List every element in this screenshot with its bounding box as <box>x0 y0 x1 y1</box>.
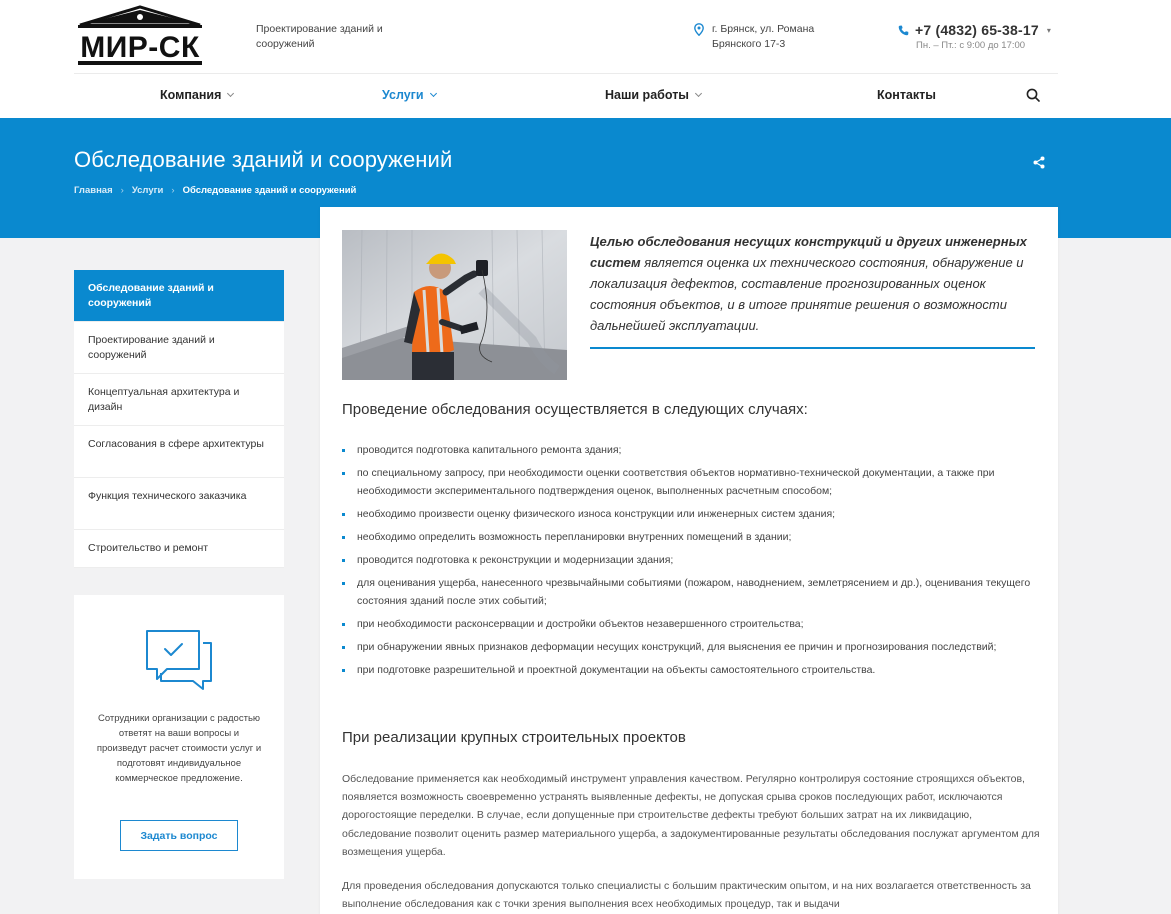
nav-item-services[interactable] <box>382 88 436 102</box>
breadcrumb-home[interactable]: Главная <box>74 185 113 196</box>
list-item: при необходимости расконсервации и достройки объектов незавершенного строительства; <box>342 615 1042 633</box>
list-item: по специальному запросу, при необходимости оценки соответствия объектов нормативно-технической документации, а также при необходимости экспериментального подтверждения оценок, выполненных расчетным способом; <box>342 464 1042 500</box>
ask-question-widget <box>74 595 284 879</box>
nav-item-contacts[interactable] <box>877 88 936 102</box>
ask-description: Сотрудники организации с радостью ответят на ваши вопросы и произведут расчет стоимости услуг и подготовят индивидуальное коммерческое предложение. <box>96 713 262 784</box>
page-title: Обследование зданий и сооружений <box>74 147 453 172</box>
intro-bold: Целью обследования несущих конструкций и других инженерных систем <box>590 234 1027 270</box>
nav-label: Наши работы <box>605 88 689 102</box>
paragraph: Обследование применяется как необходимый инструмент управления качеством. Регулярно контролируя состояние строящихся объектов, появляется возможность своевременно устранять выявленные дефекты, не допуская срыва сроков последующих работ, исключаются дорогостоящие переделки. В случае, если допущенные при строительстве дефекты требуют больших затрат на их ликвидацию, обследование позволит оценить размер материального ущерба, а задокументированные результаты обследования послужат аргументом для возмещения ущерба. <box>342 773 1040 858</box>
chevron-down-icon <box>227 90 234 97</box>
sidebar-menu <box>74 270 284 568</box>
list-item: проводится подготовка к реконструкции и модернизации здания; <box>342 551 1042 569</box>
phone-link[interactable] <box>898 22 1051 38</box>
address-text: г. Брянск, ул. Романа Брянского 17-3 <box>712 23 815 50</box>
chevron-down-icon <box>695 90 702 97</box>
site-header <box>0 0 1171 118</box>
ask-question-button[interactable]: Задать вопрос <box>120 820 238 851</box>
chevron-right-icon: › <box>171 185 175 196</box>
list-item: необходимо произвести оценку физического износа конструкции или инженерных систем здания; <box>342 505 1042 523</box>
phone-block <box>898 22 1051 51</box>
list-item: при обнаружении явных признаков деформации несущих конструкций, для выяснения ее причин и прогнозирования последствий; <box>342 638 1042 656</box>
company-logo[interactable] <box>74 5 206 69</box>
cases-list <box>342 441 1042 684</box>
section-heading-2: При реализации крупных строительных проектов <box>342 729 686 746</box>
chat-bubbles-icon <box>145 629 213 691</box>
nav-label: Компания <box>160 88 222 102</box>
site-slogan: Проектирование зданий и сооружений <box>256 23 383 50</box>
phone-icon <box>898 25 909 36</box>
main-nav <box>74 74 1058 118</box>
inspector-photo <box>342 230 567 380</box>
paragraph: Для проведения обследования допускаются только специалисты с большим практическим опытом, и на них возлагается ответственность за выполнение обследования как с точки зрения выполнения всех необходимых процедур, так и выдачи <box>342 880 1031 911</box>
svg-text:МИР-СК: МИР-СК <box>80 31 200 64</box>
location-pin-icon <box>694 23 704 36</box>
share-icon[interactable] <box>1033 156 1045 169</box>
content-card <box>320 207 1058 914</box>
nav-label: Контакты <box>877 88 936 102</box>
nav-item-works[interactable] <box>605 88 701 102</box>
nav-item-company[interactable] <box>160 88 233 102</box>
list-item: при подготовке разрешительной и проектной документации на объекты самостоятельного строительства. <box>342 661 1042 679</box>
list-item: необходимо определить возможность перепланировки внутренних помещений в здании; <box>342 528 1042 546</box>
sidebar-item-construction[interactable]: Строительство и ремонт <box>74 530 284 568</box>
search-icon[interactable] <box>1026 88 1040 102</box>
sidebar-item-customer[interactable]: Функция технического заказчика <box>74 478 284 530</box>
nav-label: Услуги <box>382 88 424 102</box>
sidebar-item-design[interactable]: Проектирование зданий и сооружений <box>74 322 284 374</box>
intro-text <box>590 231 1036 336</box>
chevron-down-icon <box>430 90 437 97</box>
work-hours: Пн. – Пт.: с 9:00 до 17:00 <box>916 40 1026 51</box>
chevron-right-icon: › <box>120 185 124 196</box>
breadcrumb-services[interactable]: Услуги <box>131 185 164 196</box>
section-heading: Проведение обследования осуществляется в следующих случаях: <box>342 401 808 418</box>
sidebar-item-approvals[interactable]: Согласования в сфере архитектуры <box>74 426 284 478</box>
intro-divider <box>590 347 1035 349</box>
breadcrumb <box>74 185 356 196</box>
intro-rest: является оценка их технического состояния, обнаружение и локализация дефектов, составление прогнозированных оценок состояния объектов, и в итоге принятие решения о возможности дальнейшей эксплуатации. <box>590 255 1024 333</box>
phone-number: +7 (4832) 65-38-17 <box>915 22 1039 38</box>
list-item: проводится подготовка капитального ремонта здания; <box>342 441 1042 459</box>
breadcrumb-current: Обследование зданий и сооружений <box>182 185 357 196</box>
sidebar-item-inspection[interactable]: Обследование зданий и сооружений <box>74 270 284 322</box>
chevron-down-icon[interactable]: ▾ <box>1046 25 1052 35</box>
address-block <box>694 22 832 52</box>
list-item: для оценивания ущерба, нанесенного чрезвычайными событиями (пожаром, наводнением, землетрясением и др.), оценивания текущего состояния зданий после этих событий; <box>342 574 1042 610</box>
sidebar-item-architecture[interactable]: Концептуальная архитектура и дизайн <box>74 374 284 426</box>
